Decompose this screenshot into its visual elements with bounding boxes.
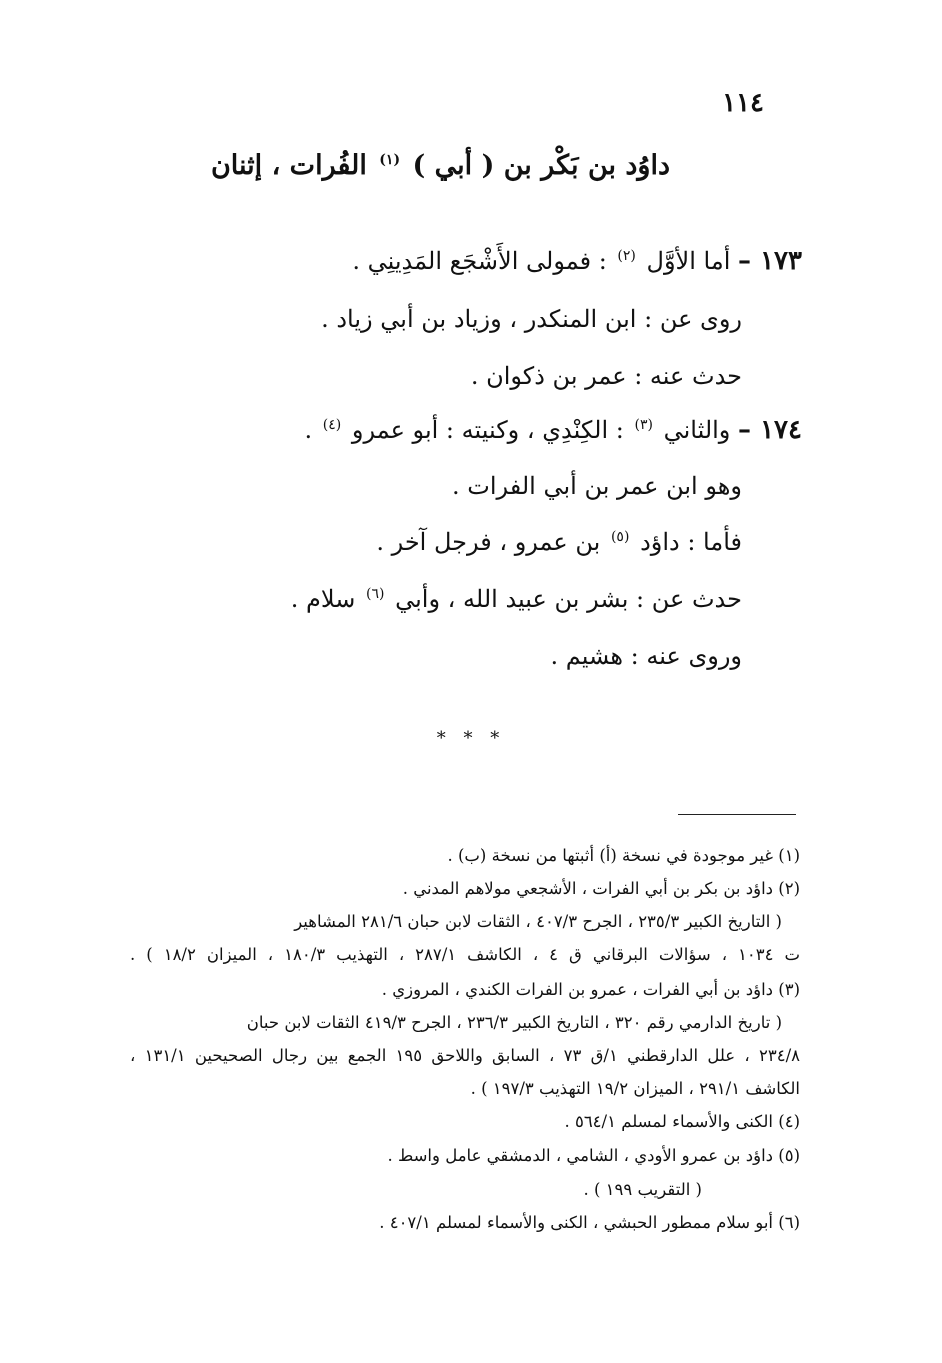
footnote-5: (٥) داؤد بن عمرو الأودي ، الشامي ، الدمشقي عامل واسط . xyxy=(387,1146,800,1165)
entry-text: : الكِنْدِي ، وكنيته : أبو عمرو xyxy=(351,416,624,444)
entry-173 xyxy=(352,246,802,276)
line-text: سلام . xyxy=(290,585,356,613)
footnote-4: (٤) الكنى والأسماء لمسلم ٥٦٤/١ . xyxy=(564,1112,800,1131)
narrated-by-line: حدث عنه : عمر بن ذكوان . xyxy=(470,362,742,390)
narrated-from-line: روى عن : ابن المنكدر ، وزياد بن أبي زياد . xyxy=(321,305,742,333)
page-number: ١١٤ xyxy=(722,88,764,118)
entry-number: ١٧٣ – xyxy=(738,246,802,276)
footnote-1: (١) غير موجودة في نسخة (أ) أثبتها من نسخة (ب) . xyxy=(447,846,800,865)
line-text: فأما : داؤد xyxy=(640,528,742,556)
footnote-divider xyxy=(678,814,796,815)
footnote-ref: (٦) xyxy=(365,586,385,602)
section-separator: * * * xyxy=(436,728,506,749)
footnote-2-sources-cont: ت ١٠٣٤ ، سؤالات البرقاني ق ٤ ، الكاشف ٢٨٧/١ ، التهذيب ١٨٠/٣ ، الميزان ١٨/٢ ) . xyxy=(130,945,801,964)
line-text: حدث عن : بشر بن عبيد الله ، وأبي xyxy=(395,585,742,613)
narrated-by-line-2: وروى عنه : هشيم . xyxy=(550,642,742,670)
footnote-3-sources-cont: ٢٣٤/٨ ، علل الدارقطني ١/ق ٧٣ ، السابق واللاحق ١٩٥ الجمع بين رجال الصحيحين ١٣١/١ ، xyxy=(130,1046,801,1065)
lineage-line: وهو ابن عمر بن أبي الفرات . xyxy=(451,472,742,500)
chapter-heading xyxy=(210,150,670,181)
footnote-5-source: ( التقريب ١٩٩ ) . xyxy=(583,1180,702,1199)
heading-text: الفُرات ، إثنان xyxy=(210,150,367,181)
entry-text: . xyxy=(304,416,313,444)
line-text: بن عمرو ، فرجل آخر . xyxy=(376,528,601,556)
footnote-ref: (٣) xyxy=(634,417,653,433)
heading-text: داوُد بن بَكْر بن ( أبي ) xyxy=(412,150,670,181)
entry-text: أما الأوَّل xyxy=(646,247,731,275)
footnote-3-sources: ( تاريخ الدارمي رقم ٣٢٠ ، التاريخ الكبير ٢٣٦/٣ ، الجرح ٤١٩/٣ الثقات لابن حبان xyxy=(246,1013,782,1032)
footnote-ref: (٢) xyxy=(617,248,636,264)
footnote-ref: (١) xyxy=(379,152,401,168)
footnote-ref: (٤) xyxy=(322,417,342,433)
footnote-2: (٢) داؤد بن بكر بن أبي الفرات ، الأشجعي مولاهم المدني . xyxy=(402,879,800,898)
entry-174 xyxy=(305,415,803,445)
footnote-3: (٣) داؤد بن أبي الفرات ، عمرو بن الفرات الكندي ، المروزي . xyxy=(381,980,800,999)
entry-number: ١٧٤ – xyxy=(738,415,802,445)
entry-text: : فمولى الأَشْجَع المَدِينِي . xyxy=(352,247,607,275)
footnote-6: (٦) أبو سلام ممطور الحبشي ، الكنى والأسماء لمسلم ٤٠٧/١ . xyxy=(379,1213,800,1232)
footnote-2-sources: ( التاريخ الكبير ٢٣٥/٣ ، الجرح ٤٠٧/٣ ، الثقات لابن حبان ٢٨١/٦ المشاهير xyxy=(294,912,782,931)
entry-text: والثاني xyxy=(663,416,731,444)
distinction-line xyxy=(376,528,742,556)
narrated-from-line-2 xyxy=(291,585,742,613)
footnote-ref: (٥) xyxy=(610,529,630,545)
footnote-3-sources-end: الكاشف ٢٩١/١ ، الميزان ١٩/٢ التهذيب ١٩٧/٣ ) . xyxy=(470,1079,800,1098)
